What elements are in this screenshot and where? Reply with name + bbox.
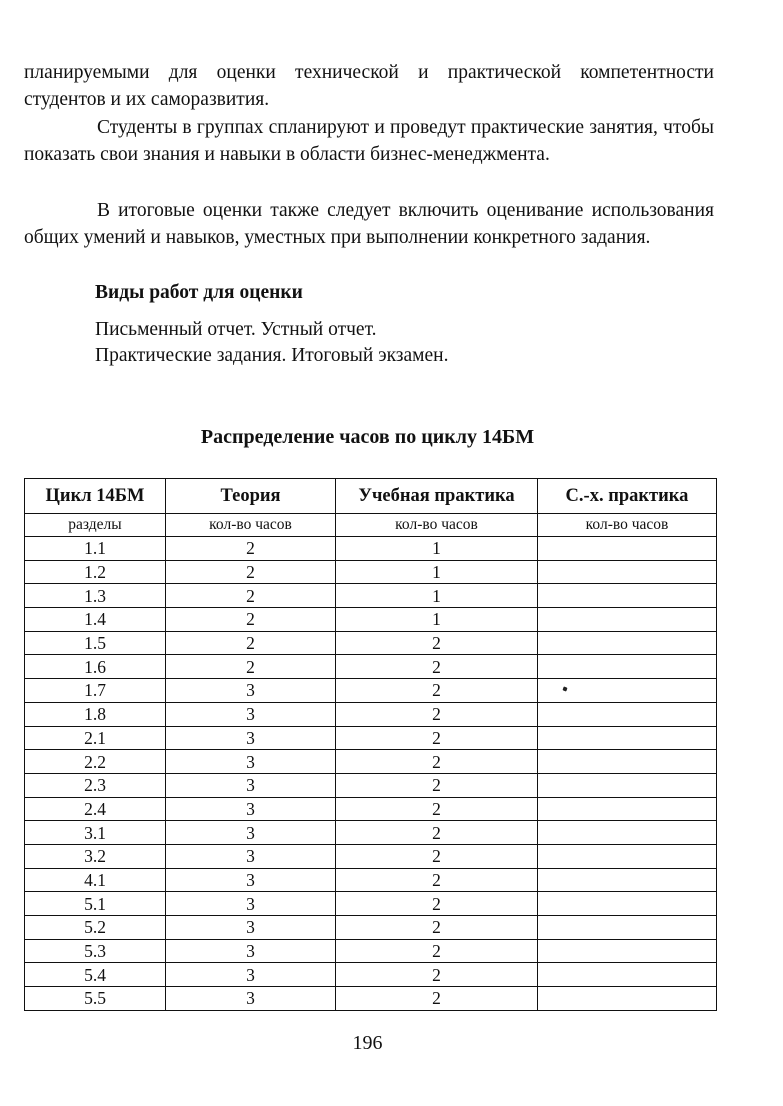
paragraph-final-assessment [24, 197, 714, 251]
cell-theory-hours: 2 [166, 560, 336, 584]
cell-agri-hours [538, 750, 717, 774]
table-row [25, 560, 717, 584]
table-row [25, 773, 717, 797]
cell-agri-hours [538, 726, 717, 750]
cell-theory-hours: 3 [166, 939, 336, 963]
cell-agri-hours [538, 892, 717, 916]
cell-training-hours: 2 [336, 916, 538, 940]
cell-training-hours: 2 [336, 797, 538, 821]
cell-training-hours: 2 [336, 868, 538, 892]
table-row [25, 987, 717, 1011]
table-row [25, 702, 717, 726]
cell-theory-hours: 3 [166, 963, 336, 987]
cell-agri-hours [538, 797, 717, 821]
cell-section: 1.3 [25, 584, 166, 608]
table-title: Распределение часов по циклу 14БМ [200, 426, 535, 448]
table-row [25, 892, 717, 916]
cell-agri-hours [538, 963, 717, 987]
cell-section: 3.1 [25, 821, 166, 845]
cell-agri-hours [538, 844, 717, 868]
cell-section: 1.8 [25, 702, 166, 726]
unit-cell-agri-hours: кол-во часов [538, 514, 717, 537]
cell-theory-hours: 3 [166, 773, 336, 797]
cell-theory-hours: 3 [166, 702, 336, 726]
cell-agri-hours [538, 631, 717, 655]
cell-section: 5.4 [25, 963, 166, 987]
table-row [25, 963, 717, 987]
table-row [25, 631, 717, 655]
cell-section: 1.6 [25, 655, 166, 679]
column-header-training-practice: Учебная практика [336, 479, 538, 514]
cell-theory-hours: 3 [166, 797, 336, 821]
table-row [25, 821, 717, 845]
assessment-types-heading: Виды работ для оценки [95, 282, 303, 303]
cell-agri-hours [538, 821, 717, 845]
paragraph-text: В итоговые оценки также следует включить оценивание использования общих умений и навыков, уместных при выполнении конкретного задания. [24, 200, 714, 248]
cell-training-hours: 1 [336, 584, 538, 608]
page-number: 196 [352, 1032, 383, 1054]
assessment-types-line-2: Практические задания. Итоговый экзамен. [95, 345, 449, 366]
cell-agri-hours [538, 773, 717, 797]
cell-agri-hours [538, 916, 717, 940]
cell-section: 2.2 [25, 750, 166, 774]
table-row [25, 844, 717, 868]
cell-section: 5.1 [25, 892, 166, 916]
cell-theory-hours: 2 [166, 608, 336, 632]
cell-theory-hours: 3 [166, 916, 336, 940]
cell-theory-hours: 3 [166, 750, 336, 774]
cell-training-hours: 2 [336, 631, 538, 655]
cell-section: 1.4 [25, 608, 166, 632]
table-units-row [25, 514, 717, 537]
cell-agri-hours [538, 560, 717, 584]
cell-agri-hours [538, 868, 717, 892]
hours-distribution-table [24, 478, 717, 1011]
cell-section: 5.5 [25, 987, 166, 1011]
cell-section: 2.4 [25, 797, 166, 821]
cell-theory-hours: 2 [166, 655, 336, 679]
cell-agri-hours [538, 939, 717, 963]
table-row [25, 608, 717, 632]
cell-training-hours: 2 [336, 821, 538, 845]
table-row [25, 537, 717, 561]
table-row [25, 726, 717, 750]
unit-cell-sections: разделы [25, 514, 166, 537]
table-header-row [25, 479, 717, 514]
cell-theory-hours: 3 [166, 844, 336, 868]
cell-theory-hours: 3 [166, 987, 336, 1011]
table-row [25, 655, 717, 679]
cell-agri-hours [538, 537, 717, 561]
table-row [25, 939, 717, 963]
cell-theory-hours: 3 [166, 821, 336, 845]
cell-training-hours: 2 [336, 963, 538, 987]
column-header-agri-practice: С.-х. практика [538, 479, 717, 514]
cell-section: 2.1 [25, 726, 166, 750]
cell-section: 4.1 [25, 868, 166, 892]
cell-section: 2.3 [25, 773, 166, 797]
table-row [25, 797, 717, 821]
cell-theory-hours: 3 [166, 679, 336, 703]
cell-section: 1.7 [25, 679, 166, 703]
cell-agri-hours [538, 584, 717, 608]
cell-training-hours: 2 [336, 987, 538, 1011]
paragraph-text: планируемыми для оценки технической и практической компетентности студентов и их саморазвития. [24, 62, 714, 110]
cell-training-hours: 2 [336, 750, 538, 774]
paragraph-text: Студенты в группах спланируют и проведут практические занятия, чтобы показать свои знания и навыки в области бизнес-менеджмента. [24, 117, 714, 165]
cell-agri-hours [538, 655, 717, 679]
cell-theory-hours: 2 [166, 584, 336, 608]
cell-training-hours: 2 [336, 702, 538, 726]
unit-cell-theory-hours: кол-во часов [166, 514, 336, 537]
table-row [25, 868, 717, 892]
paragraph-practical-lessons [24, 114, 714, 168]
table-row [25, 679, 717, 703]
cell-training-hours: 2 [336, 892, 538, 916]
paragraph-continuation [24, 59, 714, 113]
cell-agri-hours [538, 608, 717, 632]
cell-training-hours: 1 [336, 560, 538, 584]
cell-theory-hours: 3 [166, 726, 336, 750]
table-row [25, 750, 717, 774]
table-row [25, 916, 717, 940]
cell-training-hours: 2 [336, 726, 538, 750]
cell-training-hours: 2 [336, 679, 538, 703]
cell-training-hours: 2 [336, 773, 538, 797]
cell-section: 3.2 [25, 844, 166, 868]
cell-training-hours: 2 [336, 939, 538, 963]
cell-section: 1.2 [25, 560, 166, 584]
cell-section: 5.2 [25, 916, 166, 940]
cell-agri-hours [538, 987, 717, 1011]
cell-agri-hours [538, 702, 717, 726]
cell-section: 1.1 [25, 537, 166, 561]
cell-theory-hours: 3 [166, 892, 336, 916]
cell-section: 5.3 [25, 939, 166, 963]
cell-section: 1.5 [25, 631, 166, 655]
cell-training-hours: 2 [336, 655, 538, 679]
column-header-cycle: Цикл 14БМ [25, 479, 166, 514]
unit-cell-training-hours: кол-во часов [336, 514, 538, 537]
cell-training-hours: 2 [336, 844, 538, 868]
cell-theory-hours: 2 [166, 631, 336, 655]
cell-training-hours: 1 [336, 608, 538, 632]
assessment-types-line-1: Письменный отчет. Устный отчет. [95, 319, 377, 340]
column-header-theory: Теория [166, 479, 336, 514]
cell-training-hours: 1 [336, 537, 538, 561]
table-row [25, 584, 717, 608]
cell-theory-hours: 2 [166, 537, 336, 561]
cell-theory-hours: 3 [166, 868, 336, 892]
